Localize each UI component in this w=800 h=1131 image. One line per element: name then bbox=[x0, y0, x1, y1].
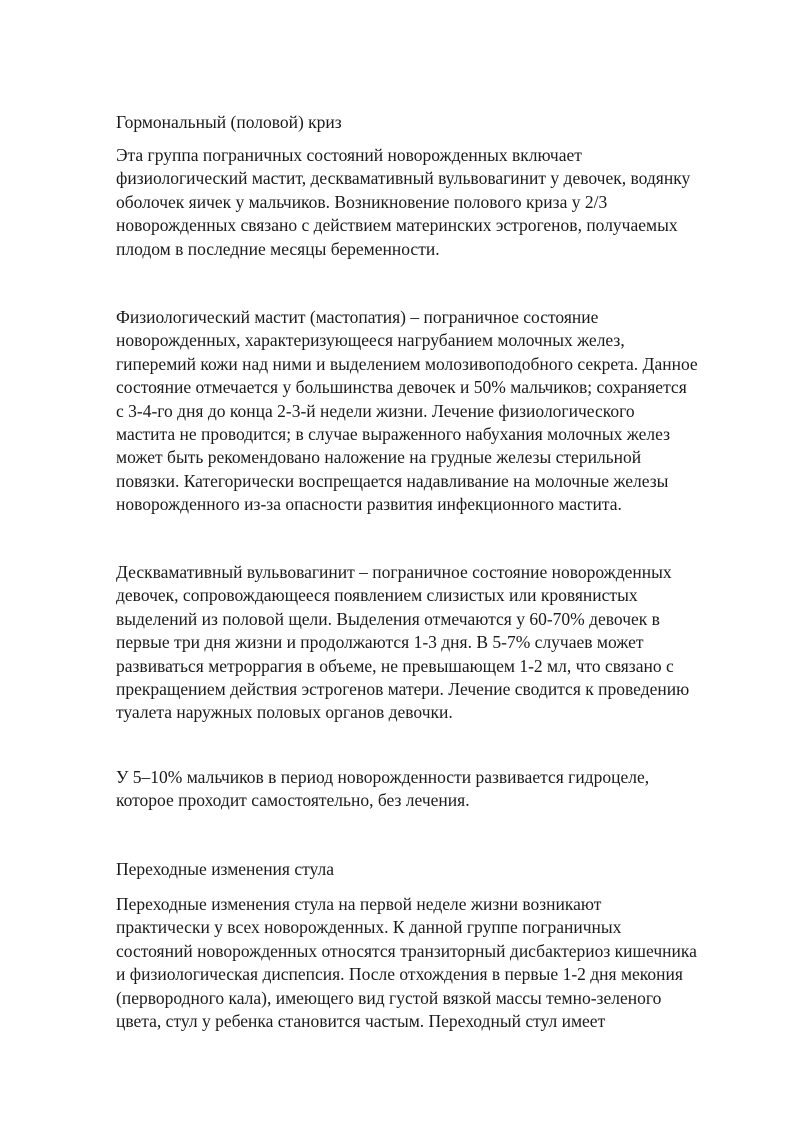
text-line: первые три дня жизни и продолжаются 1-3 дня. В 5-7% случаев может bbox=[116, 632, 644, 653]
paragraph-mastitis bbox=[116, 306, 756, 517]
text-line: Десквамативный вульвовагинит – пограничное состояние новорожденных bbox=[116, 562, 672, 582]
text-line: практически у всех новорожденных. К данной группе пограничных bbox=[116, 917, 622, 938]
text-line: У 5–10% мальчиков в период новорожденности развивается гидроцеле, bbox=[116, 767, 650, 787]
text-line: которое проходит самостоятельно, без лечения. bbox=[116, 790, 470, 811]
text-line: новорожденного из-за опасности развития инфекционного мастита. bbox=[116, 494, 622, 515]
text-line: и физиологическая диспепсия. После отхождения в первые 1-2 дня мекония bbox=[116, 964, 683, 985]
paragraph-hydrocele bbox=[116, 766, 756, 813]
paragraph-intro bbox=[116, 144, 756, 261]
text-line: физиологический мастит, десквамативный вульвовагинит у девочек, водянку bbox=[116, 168, 691, 189]
text-line: развиваться метроррагия в объеме, не превышающем 1-2 мл, что связано с bbox=[116, 655, 674, 676]
text-line: гиперемий кожи над ними и выделением молозивоподобного секрета. Данное bbox=[116, 353, 698, 374]
section-heading-stool-changes: Переходные изменения стула bbox=[116, 859, 335, 879]
text-line: мастита не проводится; в случае выраженного набухания молочных желез bbox=[116, 423, 671, 444]
text-line: повязки. Категорически воспрещается надавливание на молочные железы bbox=[116, 470, 669, 491]
text-line: оболочек яичек у мальчиков. Возникновение полового криза у 2/3 bbox=[116, 191, 608, 212]
text-line: новорожденных связано с действием материнских эстрогенов, получаемых bbox=[116, 215, 678, 236]
text-line: состояние отмечается у большинства девочек и 50% мальчиков; сохраняется bbox=[116, 377, 687, 398]
section-heading-hormonal-crisis: Гормональный (половой) криз bbox=[116, 112, 342, 132]
paragraph-vulvovaginitis bbox=[116, 561, 756, 725]
text-line: плодом в последние месяцы беременности. bbox=[116, 238, 440, 259]
text-line: может быть рекомендовано наложение на грудные железы стерильной bbox=[116, 447, 642, 468]
text-line: Физиологический мастит (мастопатия) – пограничное состояние bbox=[116, 307, 599, 327]
text-line: цвета, стул у ребенка становится частым. Переходный стул имеет bbox=[116, 1010, 606, 1031]
text-line: девочек, сопровождающееся появлением слизистых или кровянистых bbox=[116, 585, 638, 606]
text-line: туалета наружных половых органов девочки. bbox=[116, 702, 453, 723]
text-line: новорожденных, характеризующееся нагрубанием молочных желез, bbox=[116, 330, 625, 351]
text-line: с 3-4-го дня до конца 2-3-й недели жизни. Лечение физиологического bbox=[116, 400, 635, 421]
text-line: Эта группа пограничных состояний новорожденных включает bbox=[116, 145, 582, 165]
text-line: прекращением действия эстрогенов матери. Лечение сводится к проведению bbox=[116, 678, 690, 699]
paragraph-stool-changes bbox=[116, 893, 756, 1033]
text-line: состояний новорожденных относятся транзиторный дисбактериоз кишечника bbox=[116, 940, 697, 961]
text-line: Переходные изменения стула на первой неделе жизни возникают bbox=[116, 894, 602, 914]
text-line: выделений из половой щели. Выделения отмечаются у 60-70% девочек в bbox=[116, 608, 660, 629]
text-line: (первородного кала), имеющего вид густой вязкой массы темно-зеленого bbox=[116, 987, 662, 1008]
